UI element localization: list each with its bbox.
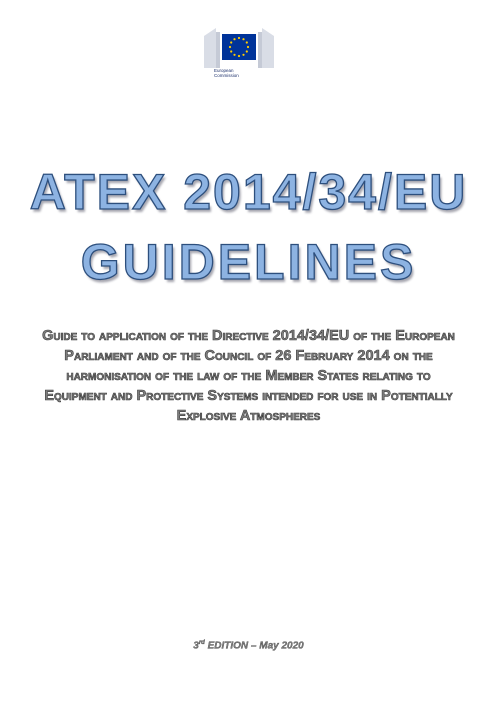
document-title-line2: GUIDELINES: [80, 234, 417, 290]
edition-text: EDITION – May 2020: [204, 640, 304, 652]
logo-text-line1: European: [214, 68, 234, 73]
document-title-line1: ATEX 2014/34/EU: [29, 164, 468, 220]
edition-label: [0, 640, 497, 651]
edition-number: 3: [193, 640, 199, 652]
edition-ordinal-suffix: rd: [198, 640, 205, 646]
logo-text-line2: Commission: [214, 73, 239, 78]
logo-caption: [214, 68, 239, 78]
document-subtitle: Guide to application of the Directive 2014/34/EU of the European Parliament and of the Council of 26 February 2014 on the harmonisation of the law of the Member States relating to Equipment and Protective Systems intended for use in Potentially Explosive Atmospheres: [42, 328, 455, 424]
